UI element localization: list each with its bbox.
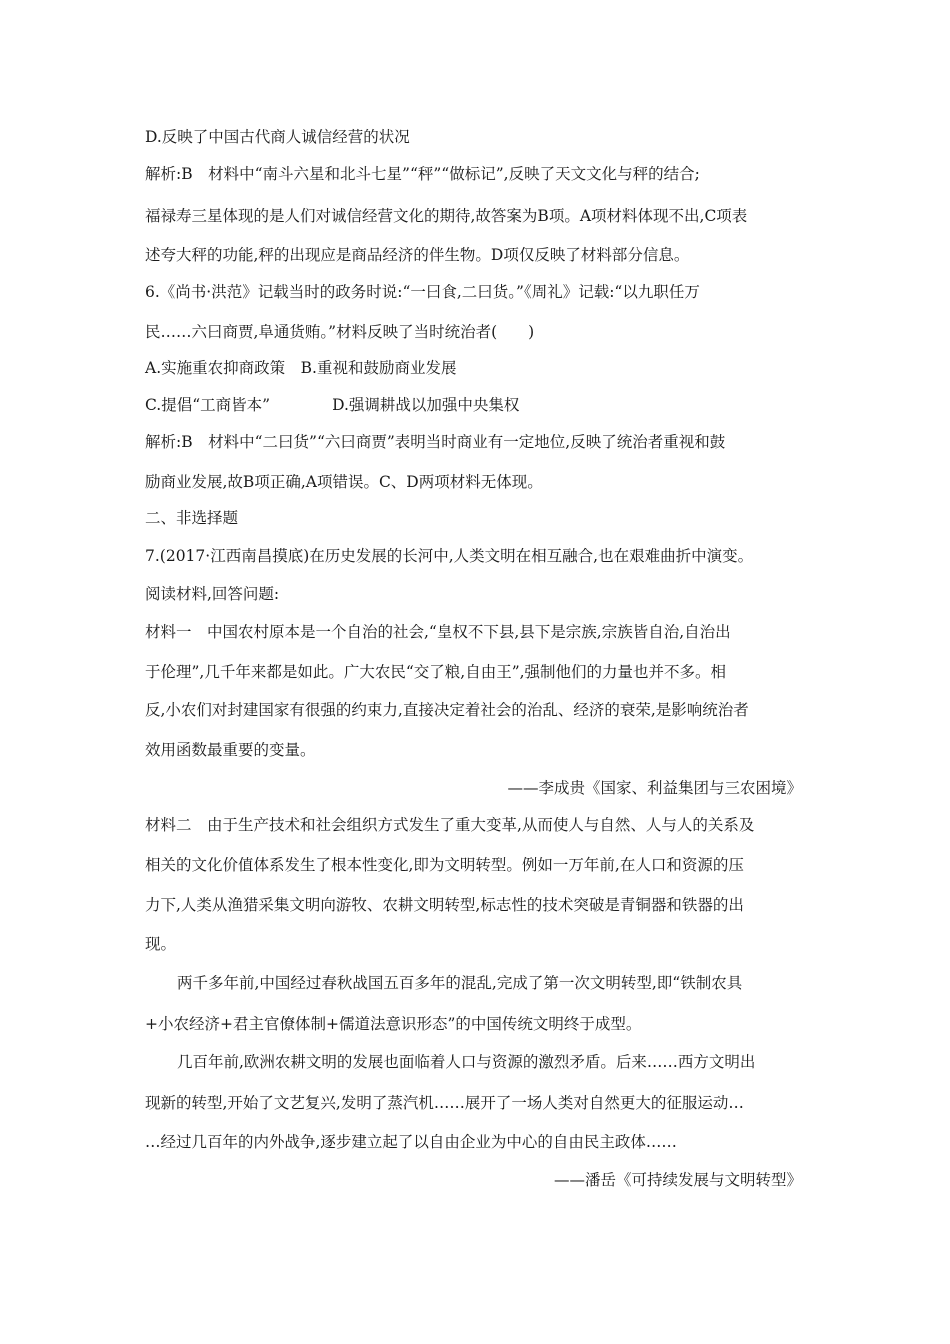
material-2-line-1: 材料二 由于生产技术和社会组织方式发生了重大变革,从而使人与自然、人与人的关系及 (145, 816, 755, 834)
analysis-q5-line-3: 述夸大秤的功能,秤的出现应是商品经济的伴生物。D项仅反映了材料部分信息。 (145, 246, 690, 264)
material-1-source: ——李成贵《国家、利益集团与三农困境》 (507, 779, 802, 797)
material-2-source: ——潘岳《可持续发展与文明转型》 (553, 1171, 802, 1189)
material-1-line-2: 于伦理”,几千年来都是如此。广大农民“交了粮,自由王”,强制他们的力量也并不多。相 (145, 663, 727, 681)
question-6-line-2: 民……六曰商贾,阜通货贿。”材料反映了当时统治者( ) (145, 323, 535, 341)
question-7-stem: 7.(2017·江西南昌摸底)在历史发展的长河中,人类文明在相互融合,也在艰难曲折中演变。 (145, 547, 754, 565)
option-d-q5: D.反映了中国古代商人诚信经营的状况 (145, 128, 410, 146)
material-2-para-2-line-1: 两千多年前,中国经过春秋战国五百多年的混乱,完成了第一次文明转型,即“铁制农具 (177, 974, 743, 992)
material-1-line-4: 效用函数最重要的变量。 (145, 741, 316, 759)
material-1-line-1: 材料一 中国农村原本是一个自治的社会,“皇权不下县,县下是宗族,宗族皆自治,自治出 (145, 623, 731, 641)
material-2-line-4: 现。 (145, 935, 177, 953)
question-7-instruction: 阅读材料,回答问题: (145, 585, 280, 603)
material-2-para-2-line-2: +小农经济+君主官僚体制+儒道法意识形态”的中国传统文明终于成型。 (145, 1015, 642, 1033)
material-2-line-3: 力下,人类从渔猎采集文明向游牧、农耕文明转型,标志性的技术突破是青铜器和铁器的出 (145, 896, 744, 914)
question-6-options-cd: C.提倡“工商皆本” D.强调耕战以加强中央集权 (145, 396, 520, 414)
section-heading: 二、非选择题 (145, 509, 239, 527)
analysis-q5-line-1: 解析:B 材料中“南斗六星和北斗七星”“秤”“做标记”,反映了天文文化与秤的结合; (145, 165, 700, 183)
analysis-q6-line-2: 励商业发展,故B项正确,A项错误。C、D两项材料无体现。 (145, 473, 543, 491)
material-2-para-3-line-2: 现新的转型,开始了文艺复兴,发明了蒸汽机……展开了一场人类对自然更大的征服运动… (145, 1094, 744, 1112)
question-6-options-ab: A.实施重农抑商政策 B.重视和鼓励商业发展 (145, 359, 457, 377)
material-2-para-3-line-3: …经过几百年的内外战争,逐步建立起了以自由企业为中心的自由民主政体…… (145, 1133, 677, 1151)
question-6-line-1: 6.《尚书·洪范》记载当时的政务时说:“一曰食,二曰货。”《周礼》记载:“以九职任万 (145, 283, 700, 301)
analysis-q5-line-2: 福禄寿三星体现的是人们对诚信经营文化的期待,故答案为B项。A项材料体现不出,C项表 (145, 207, 748, 225)
analysis-q6-line-1: 解析:B 材料中“二曰货”“六曰商贾”表明当时商业有一定地位,反映了统治者重视和鼓 (145, 433, 726, 451)
material-1-line-3: 反,小农们对封建国家有很强的约束力,直接决定着社会的治乱、经济的衰荣,是影响统治者 (145, 701, 749, 719)
material-2-line-2: 相关的文化价值体系发生了根本性变化,即为文明转型。例如一万年前,在人口和资源的压 (145, 856, 744, 874)
material-2-para-3-line-1: 几百年前,欧洲农耕文明的发展也面临着人口与资源的激烈矛盾。后来……西方文明出 (177, 1053, 756, 1071)
